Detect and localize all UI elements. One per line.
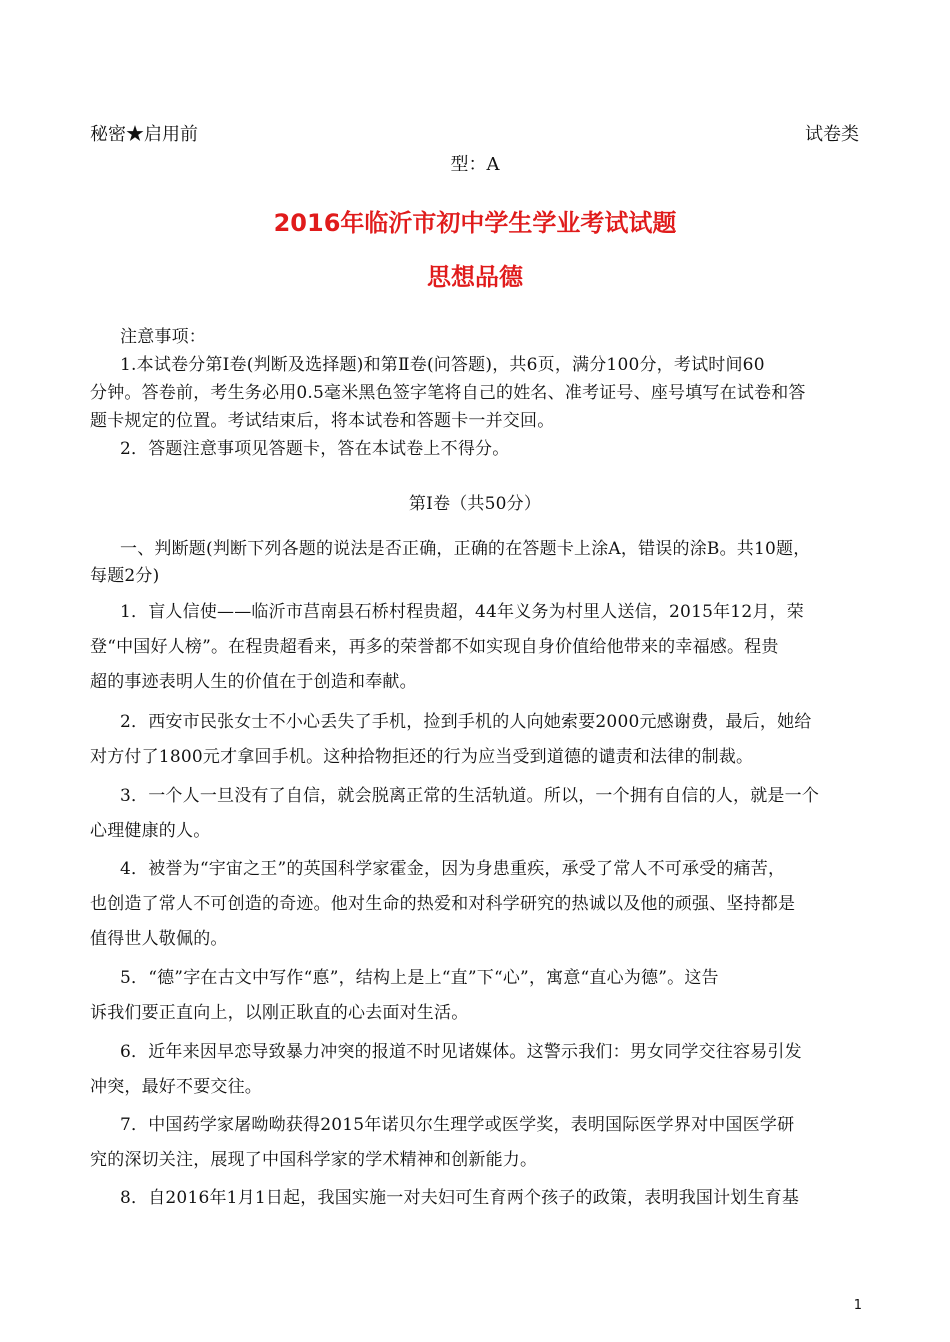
notice-line: 分钟。答卷前，考生务必用0.5毫米黑色签字笔将自己的姓名、准考证号、座号填写在试卷和答 (90, 383, 806, 403)
notice-heading: 注意事项： (120, 327, 206, 347)
question-line: 心理健康的人。 (90, 821, 211, 841)
question-line: 也创造了常人不可创造的奇迹。他对生命的热爱和对科学研究的热诚以及他的顽强、坚持都是 (90, 894, 796, 914)
secrecy-label: 秘密★启用前 (90, 124, 198, 145)
question-line: 6．近年来因早恋导致暴力冲突的报道不时见诸媒体。这警示我们：男女同学交往容易引发 (120, 1042, 802, 1062)
question-line: 4．被誉为“宇宙之王”的英国科学家霍金，因为身患重疾，承受了常人不可承受的痛苦， (120, 859, 786, 879)
question-line: 登“中国好人榜”。在程贵超看来，再多的荣誉都不如实现自身价值给他带来的幸福感。程贵 (90, 637, 779, 657)
page-number: 1 (853, 1298, 862, 1313)
instruction-line: 一、判断题(判断下列各题的说法是否正确，正确的在答题卡上涂A，错误的涂B。共10题， (120, 539, 811, 559)
question-line: 究的深切关注，展现了中国科学家的学术精神和创新能力。 (90, 1150, 538, 1170)
instruction-line: 每题2分) (90, 566, 160, 586)
question-line: 1．盲人信使——临沂市莒南县石桥村程贵超，44年义务为村里人送信，2015年12月，荣 (120, 602, 804, 622)
question-line: 5．“德”字在古文中写作“悳”，结构上是上“直”下“心”，寓意“直心为德”。这告 (120, 968, 719, 988)
question-line: 8．自2016年1月1日起，我国实施一对夫妇可生育两个孩子的政策，表明我国计划生育基 (120, 1188, 800, 1208)
question-line: 诉我们要正直向上，以刚正耿直的心去面对生活。 (90, 1003, 469, 1023)
question-line: 2．西安市民张女士不小心丢失了手机，捡到手机的人向她索要2000元感谢费，最后，她给 (120, 712, 812, 732)
paper-type-value: 型：A (450, 154, 500, 175)
paper-type-label: 试卷类 (805, 124, 859, 145)
question-line: 7．中国药学家屠呦呦获得2015年诺贝尔生理学或医学奖，表明国际医学界对中国医学研 (120, 1115, 795, 1135)
question-line: 值得世人敬佩的。 (90, 929, 228, 949)
exam-title: 2016年临沂市初中学生学业考试试题 (273, 209, 677, 237)
question-line: 超的事迹表明人生的价值在于创造和奉献。 (90, 672, 417, 692)
section-heading: 第Ⅰ卷（共50分） (408, 494, 542, 514)
subject-title: 思想品德 (427, 263, 523, 291)
question-line: 对方付了1800元才拿回手机。这种拾物拒还的行为应当受到道德的谴责和法律的制裁。 (90, 747, 754, 767)
notice-line: 2．答题注意事项见答题卡，答在本试卷上不得分。 (120, 439, 510, 459)
question-line: 3．一个人一旦没有了自信，就会脱离正常的生活轨道。所以，一个拥有自信的人，就是一个 (120, 786, 820, 806)
notice-line: 1.本试卷分第Ⅰ卷(判断及选择题)和第Ⅱ卷(问答题)，共6页，满分100分，考试时间60 (120, 355, 765, 375)
notice-line: 题卡规定的位置。考试结束后，将本试卷和答题卡一并交回。 (90, 411, 555, 431)
question-line: 冲突，最好不要交往。 (90, 1077, 262, 1097)
